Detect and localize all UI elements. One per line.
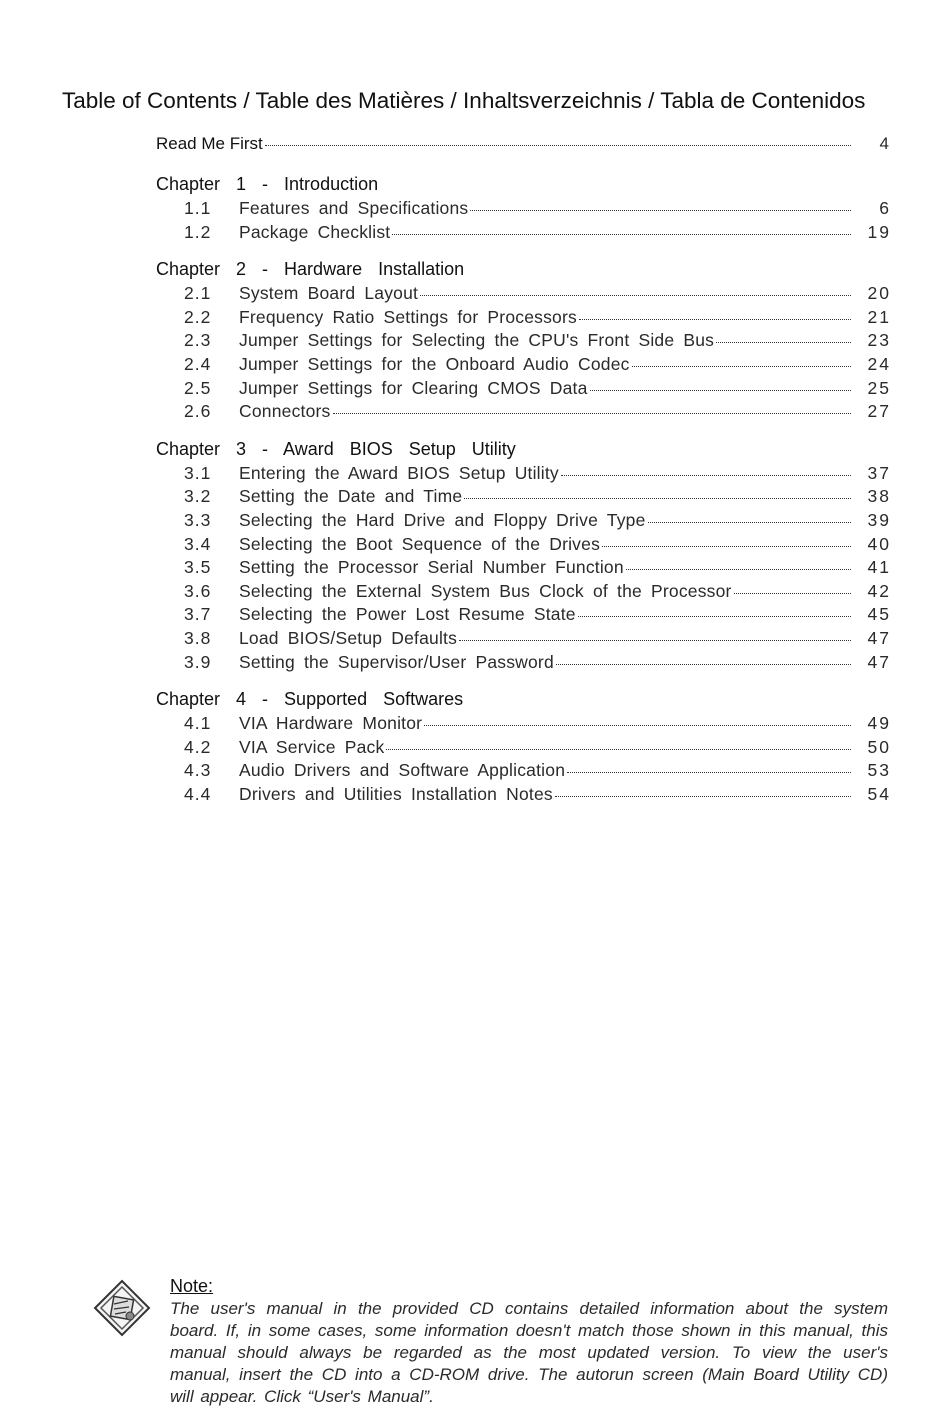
- toc-entry-number: 2.1: [184, 283, 212, 304]
- dot-leader: [555, 795, 851, 797]
- toc-entry[interactable]: [156, 628, 891, 652]
- toc-entry-label: Drivers and Utilities Installation Notes: [239, 783, 553, 804]
- toc-entry-number: 4.4: [184, 783, 212, 804]
- toc-entry-number: 3.7: [184, 604, 212, 625]
- dot-leader: [716, 341, 851, 343]
- toc-entry[interactable]: [156, 737, 891, 761]
- dot-leader: [602, 545, 851, 547]
- toc-entry-page: 37: [867, 462, 891, 483]
- toc-entry-number: 1.2: [184, 221, 212, 242]
- toc-entry[interactable]: [156, 760, 891, 784]
- toc-entry-label: Selecting the Power Lost Resume State: [239, 604, 576, 625]
- toc-entry-label: VIA Service Pack: [239, 736, 385, 757]
- toc-entry-label: Features and Specifications: [239, 198, 469, 218]
- toc-entry-number: 3.5: [184, 557, 212, 578]
- toc-entry[interactable]: [156, 463, 891, 487]
- toc-entry-page: 45: [867, 604, 891, 625]
- toc-entry-label: System Board Layout: [239, 283, 419, 304]
- toc-entry[interactable]: [156, 784, 891, 808]
- toc-entry-label: Jumper Settings for the Onboard Audio Codec: [239, 353, 630, 374]
- toc-entry-page: 21: [867, 306, 891, 327]
- toc-entry-number: 2.4: [184, 353, 212, 374]
- dot-leader: [590, 389, 851, 391]
- toc-entry[interactable]: [156, 330, 891, 354]
- dot-leader: [626, 568, 851, 570]
- toc-entry-label: Package Checklist: [239, 221, 391, 242]
- toc-entry-page: 47: [867, 627, 891, 648]
- toc-entry[interactable]: [156, 604, 891, 628]
- toc-entry-label: Selecting the Boot Sequence of the Drives: [239, 533, 601, 554]
- toc-entry-number: 1.1: [184, 198, 212, 218]
- toc-entry[interactable]: [156, 557, 891, 581]
- toc-entry-label: Read Me First: [156, 134, 263, 153]
- toc-entry-number: 4.3: [184, 760, 212, 781]
- toc-entry[interactable]: [156, 581, 891, 605]
- toc-entry-number: 3.1: [184, 462, 212, 483]
- dot-leader: [734, 592, 851, 594]
- toc-entry-number: 3.8: [184, 627, 212, 648]
- toc-entry-label: Frequency Ratio Settings for Processors: [239, 306, 577, 327]
- toc-entry[interactable]: [156, 510, 891, 534]
- toc-entry[interactable]: [156, 283, 891, 307]
- toc-entry-number: 4.2: [184, 736, 212, 757]
- toc-entry-page: 47: [867, 651, 891, 672]
- toc-entry[interactable]: [156, 222, 891, 246]
- toc-entry[interactable]: [156, 354, 891, 378]
- toc-entry-page: 42: [867, 580, 891, 601]
- dot-leader: [459, 639, 851, 641]
- toc-entry-page: 49: [867, 713, 891, 734]
- toc-entry-label: Selecting the External System Bus Clock of the Processor: [239, 580, 732, 601]
- table-of-contents: [156, 134, 891, 807]
- dot-leader: [648, 521, 851, 523]
- toc-entry-page: 39: [867, 509, 891, 530]
- toc-entry[interactable]: [156, 307, 891, 331]
- toc-entry[interactable]: [156, 401, 891, 425]
- toc-entry-label: Setting the Supervisor/User Password: [239, 651, 554, 672]
- toc-entry-number: 3.9: [184, 651, 212, 672]
- toc-entry-page: 25: [867, 377, 891, 398]
- toc-entry-read-me-first[interactable]: [156, 134, 891, 160]
- toc-entry-page: 24: [867, 353, 891, 374]
- toc-entry[interactable]: [156, 378, 891, 402]
- note-title: Note:: [170, 1276, 214, 1296]
- toc-entry[interactable]: [156, 713, 891, 737]
- dot-leader: [420, 294, 851, 296]
- toc-entry-label: Setting the Date and Time: [239, 486, 463, 507]
- note-body: The user's manual in the provided CD contains detailed information about the system board. If, in some cases, some information doesn't match those shown in this manual, this manual should always be regarded as the most updated version. To view the user's manual, insert the CD into a CD-ROM drive. The autorun screen (Main Board Utility CD) will appear. Click “User's Manual”.: [170, 1299, 888, 1406]
- toc-entry-number: 3.6: [184, 580, 212, 601]
- chapter-heading-4[interactable]: Chapter 4 - Supported Softwares: [156, 689, 464, 710]
- dot-leader: [333, 412, 852, 414]
- toc-entry-label: VIA Hardware Monitor: [239, 713, 423, 734]
- chapter-heading-1[interactable]: Chapter 1 - Introduction: [156, 174, 379, 194]
- toc-entry-label: Jumper Settings for Selecting the CPU's Front Side Bus: [239, 330, 715, 351]
- dot-leader: [567, 771, 851, 773]
- dot-leader: [392, 233, 851, 235]
- toc-entry-page: 19: [867, 221, 891, 242]
- toc-entry-label: Audio Drivers and Software Application: [239, 760, 566, 781]
- toc-entry-number: 2.2: [184, 306, 212, 327]
- page-title: Table of Contents / Table des Matières / Inhaltsverzeichnis / Tabla de Contenidos: [62, 88, 866, 113]
- toc-entry-page: 20: [867, 283, 891, 304]
- toc-entry-page: 53: [867, 760, 891, 781]
- dot-leader: [424, 724, 851, 726]
- toc-entry-page: 40: [867, 533, 891, 554]
- toc-entry-label: Setting the Processor Serial Number Function: [239, 557, 624, 578]
- dot-leader: [470, 209, 851, 211]
- toc-entry-page: 6: [879, 198, 891, 218]
- dot-leader: [556, 663, 851, 665]
- dot-leader: [561, 474, 851, 476]
- toc-entry[interactable]: [156, 486, 891, 510]
- toc-entry-page: 54: [867, 783, 891, 804]
- toc-entry-page: 41: [867, 557, 891, 578]
- toc-entry-number: 4.1: [184, 713, 212, 734]
- toc-entry-number: 3.2: [184, 486, 212, 507]
- toc-entry-number: 2.3: [184, 330, 212, 351]
- toc-entry-page: 50: [867, 736, 891, 757]
- toc-entry-label: Entering the Award BIOS Setup Utility: [239, 462, 559, 483]
- toc-entry[interactable]: [156, 652, 891, 676]
- chapter-heading-2[interactable]: Chapter 2 - Hardware Installation: [156, 259, 465, 280]
- dot-leader: [265, 144, 851, 146]
- toc-entry[interactable]: [156, 534, 891, 558]
- note-diamond-icon: [92, 1278, 152, 1338]
- chapter-heading-3[interactable]: Chapter 3 - Award BIOS Setup Utility: [156, 438, 516, 459]
- toc-entry-page: 4: [879, 134, 891, 153]
- toc-entry-page: 27: [867, 401, 891, 422]
- toc-entry-label: Load BIOS/Setup Defaults: [239, 627, 458, 648]
- toc-entry-number: 2.6: [184, 401, 212, 422]
- toc-entry-label: Connectors: [239, 401, 331, 422]
- toc-entry-number: 3.4: [184, 533, 212, 554]
- toc-entry-page: 23: [867, 330, 891, 351]
- dot-leader: [464, 497, 851, 499]
- dot-leader: [579, 318, 851, 320]
- dot-leader: [386, 748, 851, 750]
- toc-entry-page: 38: [867, 486, 891, 507]
- dot-leader: [632, 365, 851, 367]
- toc-entry[interactable]: [156, 198, 891, 222]
- toc-entry-label: Jumper Settings for Clearing CMOS Data: [239, 377, 588, 398]
- toc-entry-label: Selecting the Hard Drive and Floppy Drive Type: [239, 509, 646, 530]
- dot-leader: [578, 615, 851, 617]
- toc-entry-number: 3.3: [184, 509, 212, 530]
- toc-entry-number: 2.5: [184, 377, 212, 398]
